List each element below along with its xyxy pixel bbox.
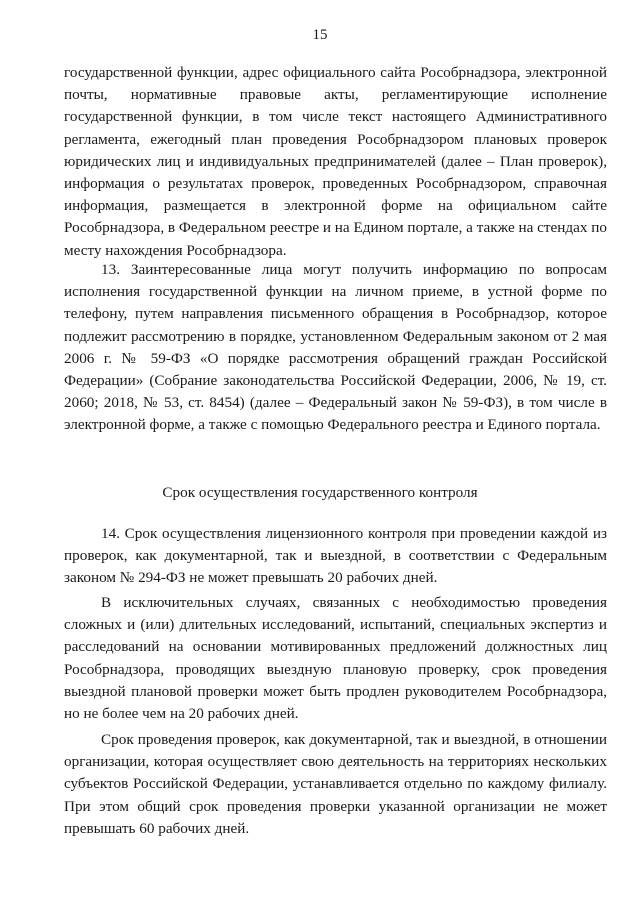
- paragraph-text: государственной функции, адрес официального сайта Рособрнадзора, электронной почты, нормативные правовые акты, регламентирующие исполнение государственной функции, в том числе текст настоящего Административного регламента, ежегодный план проведения Рособрнадзором плановых проверок юридических лиц и индивидуальных предпринимателей (далее – План проверок), информация о результатах проверок, проведенных Рособрнадзором, справочная информация, размещается в электронной форме на официальном сайте Рособрнадзора, в Федеральном реестре и на Едином портале, а также на стендах по месту нахождения Рособрнадзора.: [64, 64, 607, 259]
- paragraph-text: Срок проведения проверок, как документарной, так и выездной, в отношении организации, которая осуществляет свою деятельность на территориях нескольких субъектов Российской Федерации, устанавливается отдельно по каждому филиалу. При этом общий срок проведения проверки указанной организации не может превышать 60 рабочих дней.: [64, 731, 607, 837]
- paragraph-text: В исключительных случаях, связанных с необходимостью проведения сложных и (или) длительных исследований, испытаний, специальных экспертиз и расследований на основании мотивированных предложений должностных лиц Рособрнадзора, проводящих выездную плановую проверку, срок проведения выездной плановой проверки может быть продлен руководителем Рособрнадзора, но не более чем на 20 рабочих дней.: [64, 594, 607, 723]
- paragraph-exceptions: [64, 592, 607, 725]
- paragraph-branches: [64, 729, 607, 840]
- paragraph-13: [64, 259, 607, 437]
- paragraph-text: 14. Срок осуществления лицензионного контроля при проведении каждой из проверок, как документарной, так и выездной, в соответствии с Федеральным законом № 294-ФЗ не может превышать 20 рабочих дней.: [64, 525, 607, 587]
- paragraph-text: 13. Заинтересованные лица могут получить информацию по вопросам исполнения государственной функции на личном приеме, в устной форме по телефону, путем направления письменного обращения в Рособрнадзор, которое подлежит рассмотрению в порядке, установленном Федеральным законом от 2 мая 2006 г. № 59-ФЗ «О порядке рассмотрения обращений граждан Российской Федерации» (Собрание законодательства Российской Федерации, 2006, № 19, ст. 2060; 2018, № 53, ст. 8454) (далее – Федеральный закон № 59-ФЗ), в том числе в электронной форме, а также с помощью Федерального реестра и Единого портала.: [64, 261, 607, 434]
- page-number: 15: [312, 27, 328, 43]
- paragraph-14: [64, 523, 607, 590]
- paragraph-info-placement: [64, 62, 607, 262]
- section-heading: Срок осуществления государственного контроля: [162, 484, 478, 501]
